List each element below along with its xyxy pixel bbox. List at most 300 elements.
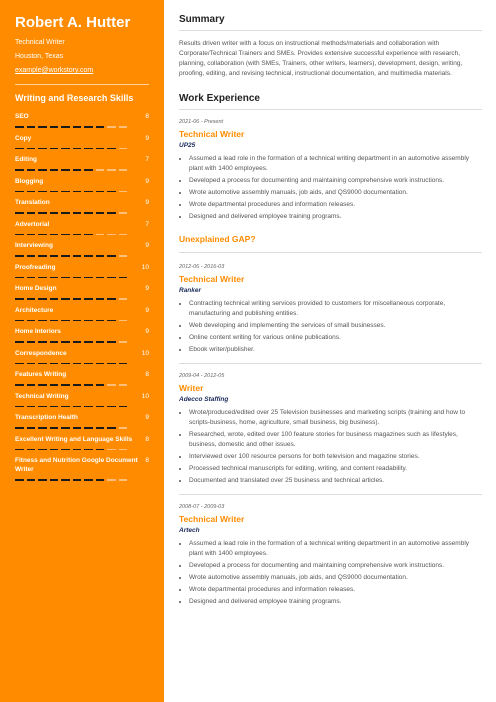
skill-rating-segment [107,212,116,214]
skill-rating-segment [38,169,47,171]
skill-rating-segment [50,126,59,128]
skill-rating-segment [38,341,47,343]
skill-name: SEO [15,113,29,120]
skill-rating-segment [119,384,128,386]
skill-level: 9 [145,414,149,421]
skill-rating-segment [96,363,105,365]
skill-rating-segment [15,363,24,365]
skill-rating-segment [61,341,70,343]
job-bullet: • Developed a process for documenting and maintaining comprehensive work instructions. [189,176,482,186]
skill-level: 7 [145,220,149,228]
skill-rating-segment [119,341,128,343]
skill-rating-segment [38,234,47,236]
skill-item [15,177,149,193]
skill-rating-segment [84,449,93,451]
skill-rating-segment [84,277,93,279]
skill-rating-segment [73,320,82,322]
skill-name: Interviewing [15,242,53,249]
skill-item [15,435,149,451]
skill-rating-segment [50,320,59,322]
gap-note: Unexplained GAP? [179,234,482,253]
job-bullet: • Designed and delivered employee training programs. [189,212,482,222]
skill-rating-segment [73,234,82,236]
skill-rating-segment [119,212,128,214]
job-bullet: • Wrote automotive assembly manuals, job aids, and QS9000 documentation. [189,573,482,583]
skill-rating-segment [84,298,93,300]
skill-rating-segment [27,449,36,451]
skill-rating-segment [61,479,70,481]
skill-rating-segment [38,384,47,386]
skill-rating-bar [15,341,149,343]
skill-rating-segment [96,298,105,300]
skill-rating-segment [119,363,128,365]
skill-rating-segment [15,427,24,429]
skill-rating-segment [84,212,93,214]
skill-item [15,155,149,171]
skill-rating-segment [61,298,70,300]
skill-rating-segment [27,363,36,365]
skill-rating-bar [15,449,149,451]
skill-rating-segment [27,320,36,322]
skill-rating-segment [73,191,82,193]
job-title: Technical Writer [179,514,245,524]
skill-level: 9 [145,242,149,249]
skill-rating-bar [15,406,149,408]
skill-rating-segment [96,191,105,193]
skill-rating-segment [50,479,59,481]
skill-rating-bar [15,212,149,214]
skill-rating-segment [50,298,59,300]
job-bullet: • Processed technical manuscripts for editing, writing, and content readability. [189,464,482,474]
skill-rating-segment [27,298,36,300]
skill-row [15,370,149,379]
skill-rating-segment [15,341,24,343]
candidate-email-link[interactable]: example@workstory.com [15,67,94,74]
skill-level: 10 [141,349,149,357]
skill-rating-segment [15,148,24,150]
skill-rating-segment [96,126,105,128]
skill-row [15,263,149,272]
skill-rating-segment [38,298,47,300]
skill-rating-segment [38,363,47,365]
skill-name: Copy [15,134,32,142]
skill-level: 7 [145,156,149,163]
skill-rating-segment [96,384,105,386]
job-bullet: • Contracting technical writing services provided to customers for miscellaneous corporate, manufacturing and publishing entities. [189,299,482,319]
skill-rating-segment [73,277,82,279]
skill-rating-segment [50,169,59,171]
skill-rating-segment [38,320,47,322]
skill-rating-segment [84,234,93,236]
skill-rating-segment [38,255,47,257]
skill-rating-bar [15,427,149,429]
skill-rating-segment [61,191,70,193]
job-bullet: • Assumed a lead role in the formation of a technical writing department in an automotive assembly plant with 1400 employees. [189,154,482,174]
skill-rating-segment [73,384,82,386]
skill-rating-segment [73,449,82,451]
skill-rating-bar [15,384,149,386]
skill-rating-bar [15,169,149,171]
skill-row [15,155,149,164]
skill-rating-segment [119,169,128,171]
skill-rating-segment [73,363,82,365]
skill-rating-segment [119,191,128,193]
skill-rating-segment [27,148,36,150]
job-bullet: • Wrote automotive assembly manuals, job aids, and QS9000 documentation. [189,188,482,198]
job-bullets [179,299,482,355]
skill-rating-segment [119,427,128,429]
skill-row [15,284,149,293]
skill-rating-segment [61,406,70,408]
skill-name: Proofreading [15,263,56,271]
skill-item [15,198,149,214]
skill-rating-segment [96,341,105,343]
skill-item [15,413,149,429]
skill-item [15,241,149,257]
skill-level: 8 [145,435,149,443]
skill-rating-segment [27,234,36,236]
skill-level: 9 [145,177,149,185]
skill-rating-segment [73,212,82,214]
skill-item [15,134,149,150]
skill-rating-segment [119,255,128,257]
job-bullet: • Interviewed over 100 resource persons for both television and magazine stories. [189,452,482,462]
job-bullet: • Web developing and implementing the services of small businesses. [189,321,482,331]
skill-rating-segment [38,126,47,128]
job-dates: 2012-06 - 2016-03 [179,264,225,270]
job-dates: 2021-06 - Present [179,119,224,125]
candidate-job-title: Technical Writer [15,39,65,46]
skill-row [15,306,149,315]
skill-rating-segment [73,148,82,150]
skill-rating-segment [38,212,47,214]
skill-rating-segment [119,320,128,322]
skill-rating-segment [50,363,59,365]
skill-row [15,241,149,250]
skill-rating-segment [38,191,47,193]
skill-rating-segment [119,298,128,300]
skill-rating-segment [27,427,36,429]
skill-rating-segment [50,341,59,343]
skill-rating-segment [107,255,116,257]
skill-name: Technical Writing [15,392,69,400]
skill-rating-segment [107,406,116,408]
skill-name: Advertorial [15,220,50,228]
skill-rating-segment [96,406,105,408]
skill-level: 8 [145,113,149,120]
sidebar-divider [15,84,149,85]
company-name: UP25 [179,142,196,149]
job-bullet: • Wrote/produced/edited over 25 Television businesses and marketing scripts (training and how to scripts-business, home, agriculture, small business, big business). [189,408,482,428]
skill-level: 9 [145,306,149,314]
skill-rating-segment [96,212,105,214]
skill-rating-segment [27,384,36,386]
skill-rating-segment [27,406,36,408]
skill-row [15,177,149,186]
skill-rating-segment [15,449,24,451]
skill-rating-segment [84,363,93,365]
skill-rating-segment [15,320,24,322]
skill-name: Home Interiors [15,328,61,335]
skill-item [15,456,149,481]
skill-item [15,284,149,300]
job-title: Technical Writer [179,274,245,284]
company-name: Ranker [179,287,202,294]
skill-item [15,392,149,408]
job-entry [179,372,482,486]
skill-rating-segment [38,148,47,150]
skill-rating-segment [15,479,24,481]
skill-rating-segment [107,169,116,171]
skill-rating-segment [107,384,116,386]
job-divider [179,363,482,364]
skill-rating-bar [15,479,149,481]
skill-rating-segment [107,363,116,365]
skill-rating-segment [107,341,116,343]
job-bullet: • Researched, wrote, edited over 100 feature stories for business magazines such as lifestyles, business, domestic and other issues. [189,430,482,450]
skill-rating-segment [50,449,59,451]
skill-rating-segment [50,255,59,257]
skill-rating-segment [96,169,105,171]
skill-rating-segment [107,277,116,279]
skill-rating-bar [15,255,149,257]
job-bullet: • Wrote departmental procedures and information releases. [189,200,482,210]
skill-rating-segment [84,126,93,128]
skill-rating-segment [96,479,105,481]
skill-rating-segment [38,427,47,429]
candidate-name: Robert A. Hutter [15,14,131,31]
work-experience-list [179,118,482,222]
skill-rating-segment [73,169,82,171]
skill-rating-bar [15,234,149,236]
job-bullet: • Documented and translated over 25 business and technical articles. [189,476,482,486]
skill-name: Fitness and Nutrition Google Document Writer [15,457,138,473]
work-experience-list-continued [179,263,482,607]
skill-rating-segment [61,255,70,257]
skill-rating-segment [96,234,105,236]
skill-name: Architecture [15,306,54,314]
skill-level: 8 [145,457,149,464]
skill-rating-segment [73,298,82,300]
skill-rating-segment [96,427,105,429]
skill-rating-segment [27,191,36,193]
skill-level: 9 [145,285,149,292]
skill-rating-segment [119,479,128,481]
job-dates: 2009-04 - 2012-05 [179,373,225,379]
skill-level: 10 [141,263,149,271]
company-name: Artech [179,527,200,534]
skill-level: 8 [145,371,149,378]
skill-rating-segment [61,148,70,150]
skill-rating-segment [119,449,128,451]
skill-rating-segment [119,234,128,236]
job-bullet: • Ebook writer/publisher. [189,345,482,355]
skill-rating-segment [61,384,70,386]
skill-rating-segment [38,406,47,408]
skill-rating-segment [15,126,24,128]
skill-rating-segment [27,212,36,214]
skill-name: Transcription Health [15,414,78,421]
skill-rating-segment [73,427,82,429]
job-entry [179,503,482,607]
job-entry [179,118,482,222]
skill-rating-segment [15,406,24,408]
skill-rating-bar [15,126,149,128]
sidebar [0,0,164,702]
skill-rating-segment [61,234,70,236]
skill-rating-segment [50,427,59,429]
candidate-location: Houston, Texas [15,53,64,60]
skill-rating-segment [84,406,93,408]
skill-rating-segment [15,234,24,236]
skill-row [15,112,149,121]
skill-rating-segment [15,169,24,171]
skill-item [15,263,149,279]
skill-rating-segment [107,298,116,300]
job-bullet: • Designed and delivered employee training programs. [189,597,482,607]
main-content [164,0,496,702]
skill-rating-segment [73,479,82,481]
skill-rating-segment [27,126,36,128]
skill-row [15,198,149,207]
skill-rating-segment [84,255,93,257]
skill-rating-segment [15,277,24,279]
skill-rating-segment [119,148,128,150]
skill-rating-segment [107,148,116,150]
skill-rating-segment [96,320,105,322]
skill-rating-segment [27,169,36,171]
job-bullets [179,539,482,607]
skill-level: 9 [145,134,149,142]
skill-name: Excellent Writing and Language Skills [15,435,133,443]
skill-item [15,327,149,343]
skill-rating-segment [15,255,24,257]
skills-heading: Writing and Research Skills [15,93,134,103]
skill-rating-segment [107,427,116,429]
skill-rating-segment [15,212,24,214]
skill-rating-segment [38,449,47,451]
skill-rating-segment [61,320,70,322]
skill-rating-segment [38,479,47,481]
job-divider [179,494,482,495]
skill-rating-segment [50,148,59,150]
skill-rating-segment [96,255,105,257]
skill-item [15,370,149,386]
skill-rating-segment [61,126,70,128]
skill-rating-segment [73,255,82,257]
company-name: Adecco Staffing [179,396,229,403]
skill-rating-bar [15,148,149,150]
skill-rating-segment [27,277,36,279]
summary-heading: Summary [179,14,482,31]
skill-rating-segment [50,277,59,279]
skill-rating-segment [119,406,128,408]
skill-rating-segment [84,427,93,429]
skill-rating-bar [15,363,149,365]
skill-row [15,220,149,229]
skill-rating-segment [84,191,93,193]
skill-rating-segment [15,298,24,300]
skill-rating-segment [50,234,59,236]
job-title: Writer [179,383,204,393]
skill-rating-segment [107,449,116,451]
skill-rating-segment [96,148,105,150]
skill-rating-segment [84,169,93,171]
skill-rating-segment [84,479,93,481]
job-dates: 2008-07 - 2009-03 [179,504,225,510]
skill-name: Home Design [15,285,57,292]
skill-name: Editing [15,156,38,163]
skill-item [15,306,149,322]
skill-rating-segment [107,191,116,193]
job-entry [179,263,482,355]
skill-rating-segment [38,277,47,279]
skill-rating-segment [50,191,59,193]
skill-level: 9 [145,328,149,335]
skill-rating-segment [107,320,116,322]
skill-rating-segment [27,255,36,257]
job-title: Technical Writer [179,129,245,139]
skill-rating-segment [27,479,36,481]
skill-rating-segment [107,479,116,481]
skill-rating-segment [61,212,70,214]
skill-item [15,220,149,236]
skill-row [15,435,149,444]
skill-row [15,413,149,422]
skill-item [15,112,149,128]
skill-rating-segment [73,406,82,408]
job-bullets [179,408,482,486]
skill-item [15,349,149,365]
skill-rating-segment [107,234,116,236]
skill-rating-segment [61,169,70,171]
skill-rating-segment [96,277,105,279]
skill-level: 9 [145,199,149,206]
skill-rating-bar [15,277,149,279]
skill-row [15,456,149,474]
skills-list [15,112,149,481]
skill-rating-segment [27,341,36,343]
skill-rating-segment [107,126,116,128]
skill-rating-segment [61,449,70,451]
skill-rating-segment [119,277,128,279]
skill-rating-segment [61,363,70,365]
skill-row [15,327,149,336]
skill-rating-segment [73,126,82,128]
skill-rating-bar [15,191,149,193]
skill-rating-segment [61,277,70,279]
skill-name: Translation [15,199,50,206]
skill-rating-bar [15,298,149,300]
job-bullet: • Developed a process for documenting and maintaining comprehensive work instructions. [189,561,482,571]
skill-row [15,134,149,143]
skill-rating-segment [15,191,24,193]
skill-rating-segment [15,384,24,386]
skill-rating-segment [50,406,59,408]
skill-rating-bar [15,320,149,322]
job-bullet: • Assumed a lead role in the formation of a technical writing department in an automotive assembly plant with 1400 employees. [189,539,482,559]
skill-row [15,349,149,358]
skill-row [15,392,149,401]
skill-name: Blogging [15,177,44,185]
skill-rating-segment [84,341,93,343]
summary-text: Results driven writer with a focus on instructional methods/materials and collaboration with Corporate/Technical Trainers and SMEs. Provides extensive successful experience with research, planning, collaboration (with SMEs, Trainers, other writers, learners), development, design, writing, proofing, editing, and revising technical, instructional documentation, and multimedia materials. [179,40,463,77]
skill-rating-segment [119,126,128,128]
skill-rating-segment [84,384,93,386]
skill-rating-segment [61,427,70,429]
skill-level: 10 [141,392,149,400]
skill-name: Features Writing [15,371,67,378]
